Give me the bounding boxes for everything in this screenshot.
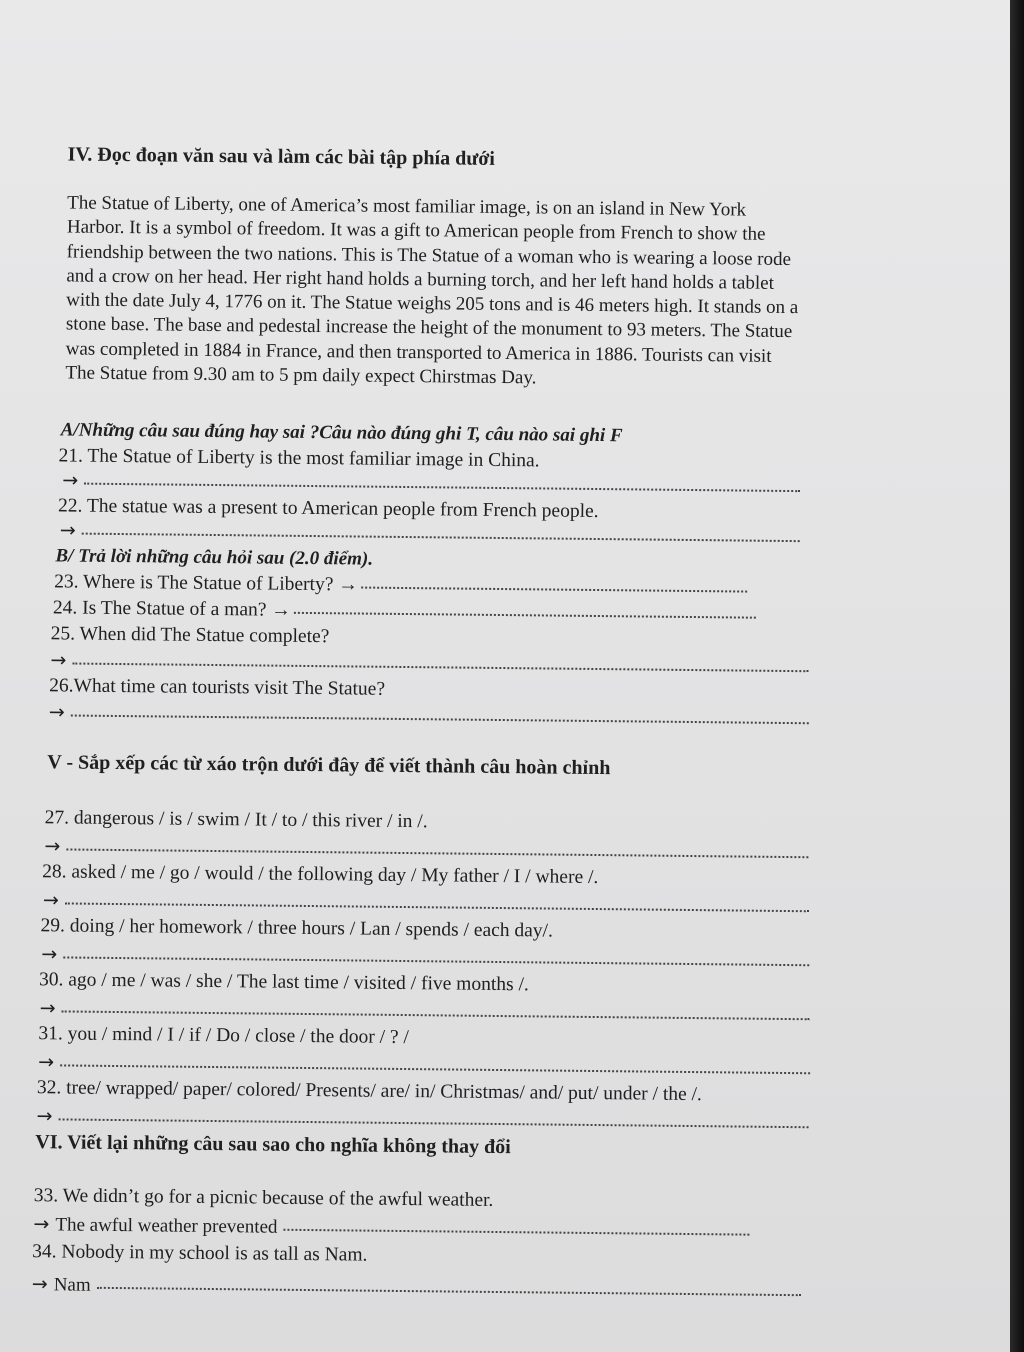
passage-line: stone base. The base and pedestal increase the height of the monument to 93 meters. The Statue [65, 313, 793, 343]
passage-line: was completed in 1884 in France, and then transported to America in 1886. Tourists can visit [65, 338, 772, 367]
question-24 [53, 597, 756, 626]
question-29: 29. doing / her homework / three hours / Lan / spends / each day/. [40, 915, 553, 942]
question-25: 25. When did The Statue complete? [50, 623, 330, 648]
section-v-title: V - Sắp xếp các từ xáo trộn dưới đây để viết thành câu hoàn chỉnh [47, 751, 611, 780]
question-23-text: 23. Where is The Statue of Liberty? → [54, 571, 358, 596]
arrow-icon: → [41, 943, 58, 966]
question-28: 28. asked / me / go / would / the following day / My father / I / where /. [42, 861, 599, 889]
answer-blank[interactable] [65, 898, 809, 912]
section-vi-title: VI. Viết lại những câu sau sao cho nghĩa không thay đổi [35, 1131, 511, 1159]
answer-line-29[interactable] [41, 943, 809, 973]
answer-blank[interactable] [58, 1114, 808, 1128]
question-30: 30. ago / me / was / she / The last time / visited / five months /. [38, 969, 529, 996]
passage-line: friendship between the two nations. This is The Statue of a woman who is wearing a loose rode [66, 241, 792, 270]
answer-line-31[interactable] [38, 1051, 810, 1081]
arrow-icon: → [33, 1213, 50, 1236]
question-31: 31. you / mind / I / if / Do / close / the door / ? / [38, 1023, 410, 1049]
answer-34-prefix: Nam [53, 1274, 91, 1296]
answer-line-25[interactable] [50, 649, 808, 679]
question-26: 26.What time can tourists visit The Statue? [49, 675, 386, 700]
answer-blank[interactable] [66, 844, 808, 858]
answer-blank[interactable] [72, 659, 808, 673]
passage-line: and a crow on her head. Her right hand holds a burning torch, and her left hand holds a tablet [66, 265, 775, 294]
part-a-title: A/Những câu sau đúng hay sai ?Câu nào đúng ghi T, câu nào sai ghi F [60, 419, 623, 447]
arrow-icon: → [50, 649, 67, 672]
question-27: 27. dangerous / is / swim / It / to / this river / in /. [44, 807, 428, 833]
arrow-icon: → [48, 701, 65, 724]
answer-line-30[interactable] [40, 997, 810, 1027]
answer-blank[interactable] [63, 952, 809, 966]
passage-line: with the date July 4, 1776 on it. The Statue weighs 205 tons and is 46 meters high. It stands on a [66, 289, 799, 319]
passage-line: The Statue from 9.30 am to 5 pm daily expect Chirstmas Day. [65, 362, 537, 389]
question-24-text: 24. Is The Statue of a man? → [52, 597, 291, 621]
answer-line-27[interactable] [44, 835, 808, 865]
part-b-title: B/ Trả lời những câu hỏi sau (2.0 điểm). [55, 545, 374, 570]
question-22: 22. The statue was a present to American people from French people. [57, 495, 599, 523]
answer-blank[interactable] [62, 1006, 810, 1020]
question-33: 33. We didn’t go for a picnic because of the awful weather. [33, 1185, 494, 1211]
answer-blank[interactable] [60, 1060, 810, 1074]
answer-blank[interactable] [283, 1225, 749, 1236]
answer-line-33[interactable] [33, 1213, 749, 1243]
question-23 [54, 571, 747, 600]
answer-blank[interactable] [97, 1283, 801, 1296]
answer-blank[interactable] [71, 711, 809, 725]
answer-line-28[interactable] [43, 889, 809, 919]
answer-line-26[interactable] [49, 701, 809, 731]
arrow-icon: → [62, 469, 79, 492]
reading-passage [65, 191, 799, 393]
answer-33-prefix: The awful weather prevented [55, 1214, 278, 1238]
arrow-icon: → [42, 889, 59, 912]
question-34: 34. Nobody in my school is as tall as Nam. [32, 1241, 368, 1266]
page-edge-shadow [1010, 0, 1024, 1352]
answer-blank-24[interactable] [294, 608, 756, 619]
answer-line-22[interactable] [60, 519, 800, 549]
arrow-icon: → [44, 835, 61, 858]
answer-line-21[interactable] [62, 469, 800, 499]
arrow-icon: → [59, 519, 76, 542]
question-32: 32. tree/ wrapped/ paper/ colored/ Presents/ are/ in/ Christmas/ and/ put/ under / the /. [36, 1077, 702, 1106]
arrow-icon: → [36, 1105, 53, 1128]
arrow-icon: → [38, 1051, 55, 1074]
section-iv-title: IV. Đọc đoạn văn sau và làm các bài tập phía dưới [67, 143, 496, 170]
answer-blank[interactable] [84, 479, 800, 492]
question-21: 21. The Statue of Liberty is the most familiar image in China. [58, 445, 540, 472]
answer-blank[interactable] [82, 529, 800, 543]
answer-line-34[interactable] [32, 1273, 801, 1304]
passage-line: Harbor. It is a symbol of freedom. It was a gift to American people from French to show the [66, 216, 766, 246]
answer-line-32[interactable] [37, 1105, 809, 1135]
arrow-icon: → [39, 997, 56, 1020]
arrow-icon: → [31, 1273, 48, 1296]
passage-line: The Statue of Liberty, one of America’s most familiar image, is on an island in New York [67, 192, 747, 221]
answer-blank-23[interactable] [361, 583, 747, 593]
